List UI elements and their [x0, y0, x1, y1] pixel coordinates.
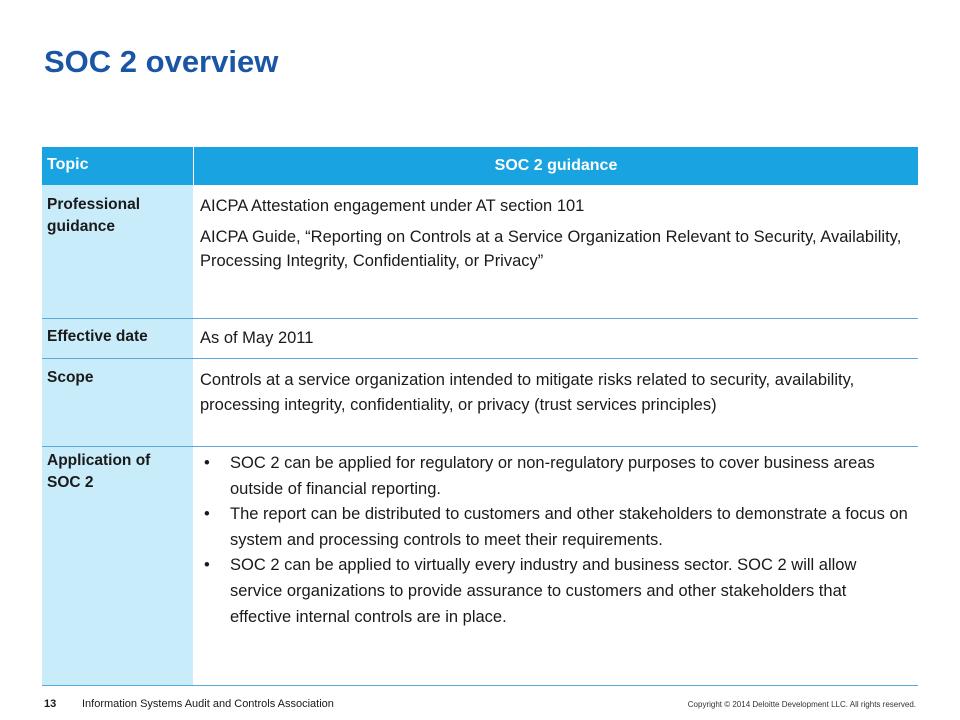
- header-guidance: SOC 2 guidance: [494, 157, 618, 174]
- row-topic-application: Application of SOC 2: [42, 447, 194, 685]
- bullet-text: The report can be distributed to customers and other stakeholders to demonstrate a focus on system and processing controls to meet their requirements.: [230, 505, 908, 549]
- row-guidance-scope: Controls at a service organization intended to mitigate risks related to security, availability, processing integrity, confidentiality, or privacy (trust services principles): [200, 371, 855, 414]
- soc2-table: [42, 147, 918, 686]
- application-bullet-list: [200, 451, 912, 630]
- table-row: [42, 447, 918, 686]
- table-header-row: [42, 147, 918, 185]
- copyright-notice: Copyright © 2014 Deloitte Development LLC. All rights reserved.: [687, 700, 916, 709]
- bullet-icon: •: [204, 556, 210, 575]
- table-row: [42, 359, 918, 447]
- bullet-icon: •: [204, 454, 210, 472]
- list-item: [200, 451, 912, 502]
- page-title: SOC 2 overview: [44, 44, 279, 79]
- row-guidance-professional: [194, 185, 918, 318]
- guidance-paragraph: AICPA Guide, “Reporting on Controls at a Service Organization Relevant to Security, Availability, Processing Integrity, Confidentiality, or Privacy”: [200, 228, 902, 270]
- page-number: 13: [44, 698, 57, 710]
- row-topic-professional: Professional guidance: [42, 185, 194, 318]
- bullet-text: SOC 2 can be applied to virtually every industry and business sector. SOC 2 will allow service organizations to provide assurance to customers and other stakeholders that effective internal controls are in place.: [230, 556, 857, 626]
- row-topic-effective-date: Effective date: [42, 319, 194, 358]
- row-guidance-application: [194, 447, 918, 685]
- row-topic-scope: Scope: [42, 359, 194, 446]
- list-item: [200, 553, 912, 630]
- list-item: [200, 502, 912, 553]
- header-topic: Topic: [42, 147, 194, 185]
- guidance-paragraph: AICPA Attestation engagement under AT section 101: [200, 197, 585, 215]
- table-row: [42, 319, 918, 359]
- table-row: [42, 185, 918, 319]
- footer-organization: Information Systems Audit and Controls Association: [82, 698, 334, 710]
- footer: [0, 698, 960, 714]
- bullet-text: SOC 2 can be applied for regulatory or non-regulatory purposes to cover business areas outside of financial reporting.: [230, 454, 875, 498]
- row-guidance-effective-date: As of May 2011: [200, 329, 314, 347]
- bullet-icon: •: [204, 505, 210, 524]
